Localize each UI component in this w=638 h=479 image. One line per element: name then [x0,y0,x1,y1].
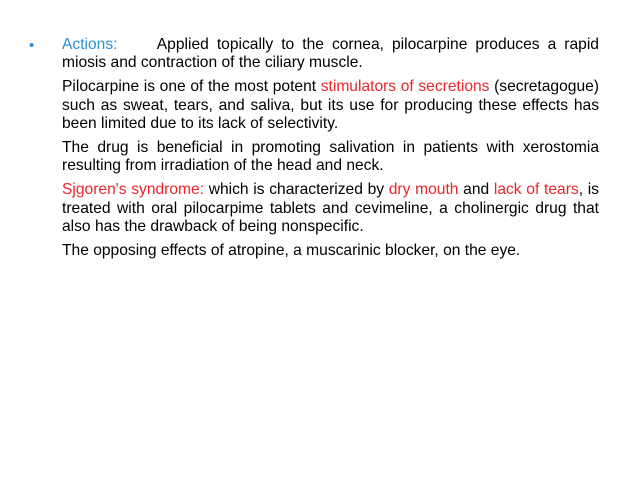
atropine-text: The opposing effects of atropine, a muscarinic blocker, on the eye. [62,242,521,260]
secretions-highlight: stimulators of secretions [320,78,490,96]
paragraph-xerostomia [62,139,599,175]
lack-of-tears-highlight: lack of tears [493,181,579,199]
paragraph-secretions [62,78,599,133]
actions-text: Applied topically to the cornea, pilocarpine produces a rapid miosis and contraction of the ciliary muscle. [62,36,599,72]
paragraph-actions [62,36,599,72]
secretions-text-1: Pilocarpine is one of the most potent [62,78,321,96]
secretions-text-2: (secretagogue) such as sweat, tears, and saliva, but its use for producing these effects has been limited due to its lack of selectivity. [62,78,599,132]
xerostomia-text: The drug is beneficial in promoting salivation in patients with xerostomia resulting from irradiation of the head and neck. [62,139,599,175]
slide-content [62,36,599,266]
sjogren-text-3: , is treated with oral pilocarpime tablets and cevimeline, a cholinergic drug that also has the drawback of being nonspecific. [62,181,599,235]
sjogren-text-1: which is characterized by [204,181,389,199]
sjogren-text-2: and [458,181,494,199]
dry-mouth-highlight: dry mouth [388,181,459,199]
paragraph-sjogren [62,181,599,236]
bullet-marker: • [29,37,35,54]
sjogren-label: Sjgoren's syndrome: [62,181,205,199]
actions-label: Actions: [62,36,118,53]
paragraph-atropine [62,242,599,260]
